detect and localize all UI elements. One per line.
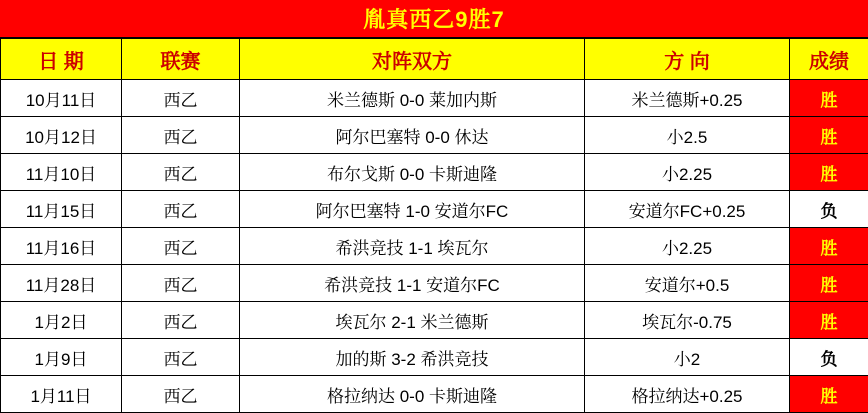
cell-match: 希洪竞技 1-1 安道尔FC — [240, 265, 585, 302]
cell-league: 西乙 — [122, 302, 240, 339]
cell-result: 负 — [790, 191, 868, 228]
cell-date: 1月11日 — [1, 376, 122, 413]
column-header-result: 成绩 — [790, 39, 868, 80]
cell-league: 西乙 — [122, 154, 240, 191]
cell-result: 胜 — [790, 80, 868, 117]
cell-league: 西乙 — [122, 191, 240, 228]
column-header-direction: 方 向 — [585, 39, 790, 80]
cell-match: 加的斯 3-2 希洪竞技 — [240, 339, 585, 376]
cell-result: 胜 — [790, 154, 868, 191]
column-header-date: 日 期 — [1, 39, 122, 80]
cell-result: 胜 — [790, 265, 868, 302]
cell-league: 西乙 — [122, 339, 240, 376]
cell-direction: 小2.5 — [585, 117, 790, 154]
cell-direction: 安道尔FC+0.25 — [585, 191, 790, 228]
cell-result: 胜 — [790, 228, 868, 265]
cell-direction: 埃瓦尔-0.75 — [585, 302, 790, 339]
table-body — [1, 80, 868, 413]
results-table — [0, 38, 868, 413]
table-header — [1, 39, 868, 80]
cell-direction: 小2 — [585, 339, 790, 376]
page-title: 胤真西乙9胜7 — [0, 0, 868, 38]
cell-direction: 小2.25 — [585, 228, 790, 265]
cell-result: 胜 — [790, 117, 868, 154]
table-row — [1, 339, 868, 376]
cell-date: 1月2日 — [1, 302, 122, 339]
cell-league: 西乙 — [122, 265, 240, 302]
cell-date: 11月10日 — [1, 154, 122, 191]
cell-league: 西乙 — [122, 80, 240, 117]
cell-date: 10月11日 — [1, 80, 122, 117]
table-row — [1, 376, 868, 413]
cell-date: 11月28日 — [1, 265, 122, 302]
table-row — [1, 265, 868, 302]
cell-match: 米兰德斯 0-0 莱加内斯 — [240, 80, 585, 117]
cell-direction: 米兰德斯+0.25 — [585, 80, 790, 117]
column-header-league: 联赛 — [122, 39, 240, 80]
cell-league: 西乙 — [122, 376, 240, 413]
cell-league: 西乙 — [122, 117, 240, 154]
table-row — [1, 80, 868, 117]
cell-result: 负 — [790, 339, 868, 376]
cell-date: 10月12日 — [1, 117, 122, 154]
cell-result: 胜 — [790, 376, 868, 413]
table-header-row — [1, 39, 868, 80]
cell-match: 埃瓦尔 2-1 米兰德斯 — [240, 302, 585, 339]
cell-match: 希洪竞技 1-1 埃瓦尔 — [240, 228, 585, 265]
column-header-match: 对阵双方 — [240, 39, 585, 80]
table-row — [1, 117, 868, 154]
cell-date: 1月9日 — [1, 339, 122, 376]
table-row — [1, 228, 868, 265]
table-row — [1, 191, 868, 228]
cell-match: 阿尔巴塞特 0-0 休达 — [240, 117, 585, 154]
cell-league: 西乙 — [122, 228, 240, 265]
cell-direction: 格拉纳达+0.25 — [585, 376, 790, 413]
cell-direction: 小2.25 — [585, 154, 790, 191]
table-row — [1, 154, 868, 191]
cell-date: 11月16日 — [1, 228, 122, 265]
cell-direction: 安道尔+0.5 — [585, 265, 790, 302]
table-row — [1, 302, 868, 339]
cell-match: 格拉纳达 0-0 卡斯迪隆 — [240, 376, 585, 413]
cell-match: 布尔戈斯 0-0 卡斯迪隆 — [240, 154, 585, 191]
cell-result: 胜 — [790, 302, 868, 339]
cell-date: 11月15日 — [1, 191, 122, 228]
cell-match: 阿尔巴塞特 1-0 安道尔FC — [240, 191, 585, 228]
